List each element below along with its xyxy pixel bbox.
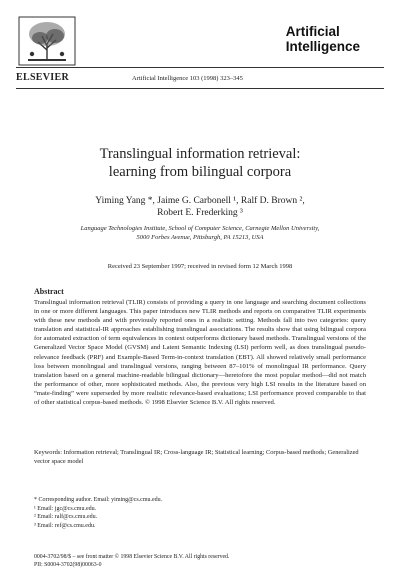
title-line-2: learning from bilingual corpora: [108, 164, 292, 180]
title-line-1: Translingual information retrieval:: [99, 146, 301, 162]
publisher-name: ELSEVIER: [16, 72, 69, 83]
copyright-block: [34, 553, 229, 569]
copyright-line-2: PII: S0004-3702(98)00063-0: [34, 562, 102, 568]
author-list: [0, 195, 400, 219]
brand-line-1: Artificial: [285, 24, 340, 39]
footnote-email-3: ³ Email: ref@cs.cmu.edu.: [34, 522, 96, 529]
abstract-body: Translingual information retrieval (TLIR) consists of providing a query in one language and searching document collections in one or more different languages. This paper introduces new TLIR methods and reports on comparative TLIR experiments with these new methods and with previously reported ones in a realistic setting. Methods fall into two categories: query translation and statistical-IR approaches establishing translingual associations. The results show that using bilingual corpora for automated extraction of term equivalences in context outperforms dictionary based methods. Translingual versions of the Generalized Vector Space Model (GVSM) and Latent Semantic Indexing (LSI) perform well, as does translingual pseudo-relevance feedback (PRF) and Example-Based Term-in-context translation (EBT). All showed relatively small performance loss between monolingual and translingual versions, ranging between 87–101% of monolingual IR performance. Query translation based on a general machine-readable bilingual dictionary—heretofore the most popular method—did not match the performance of other, more sophisticated methods. Also, the previous very high LSI results in the literature based on “mate-finding” were superseded by more realistic relevance-based evaluations; LSI performance proved comparable to that of other statistical corpus-based methods. © 1998 Elsevier Science B.V. All rights reserved.: [34, 299, 366, 407]
footnote-corresponding: * Corresponding author. Email: yiming@cs.cmu.edu.: [34, 497, 163, 503]
elsevier-tree-logo: [18, 16, 76, 66]
journal-reference: Artificial Intelligence 103 (1998) 323–345: [132, 75, 243, 82]
copyright-line-1: 0004-3702/98/$ – see front matter © 1998 Elsevier Science B.V. All rights reserved.: [34, 554, 230, 560]
authors-line-2: Robert E. Frederking ³: [157, 208, 243, 218]
header-rule-top: [16, 67, 384, 68]
affiliation-line-2: 5000 Forbes Avenue, Pittsburgh, PA 15213, USA: [136, 234, 264, 241]
affiliation: [0, 224, 400, 242]
received-dates: Received 23 September 1997; received in revised form 12 March 1998: [107, 263, 293, 270]
brand-line-2: Intelligence: [285, 39, 360, 54]
footnotes: [34, 496, 366, 530]
footnote-email-1: ¹ Email: jgc@cs.cmu.edu.: [34, 505, 97, 512]
authors-line-1: Yiming Yang *, Jaime G. Carbonell ¹, Ralf D. Brown ²,: [95, 196, 305, 206]
journal-brand: [286, 24, 360, 54]
header-rule-bottom: [16, 88, 384, 89]
keywords: Keywords: Information retrieval; Translingual IR; Cross-language IR; Statistical learning; Corpus-based methods; Generalized vector space model: [34, 449, 359, 465]
footnote-email-2: ² Email: ralf@cs.cmu.edu.: [34, 514, 98, 521]
abstract-heading: Abstract: [34, 287, 64, 296]
journal-header: [0, 0, 400, 100]
paper-title: [0, 145, 400, 181]
affiliation-line-1: Language Technologies Institute, School of Computer Science, Carnegie Mellon University,: [80, 225, 320, 232]
